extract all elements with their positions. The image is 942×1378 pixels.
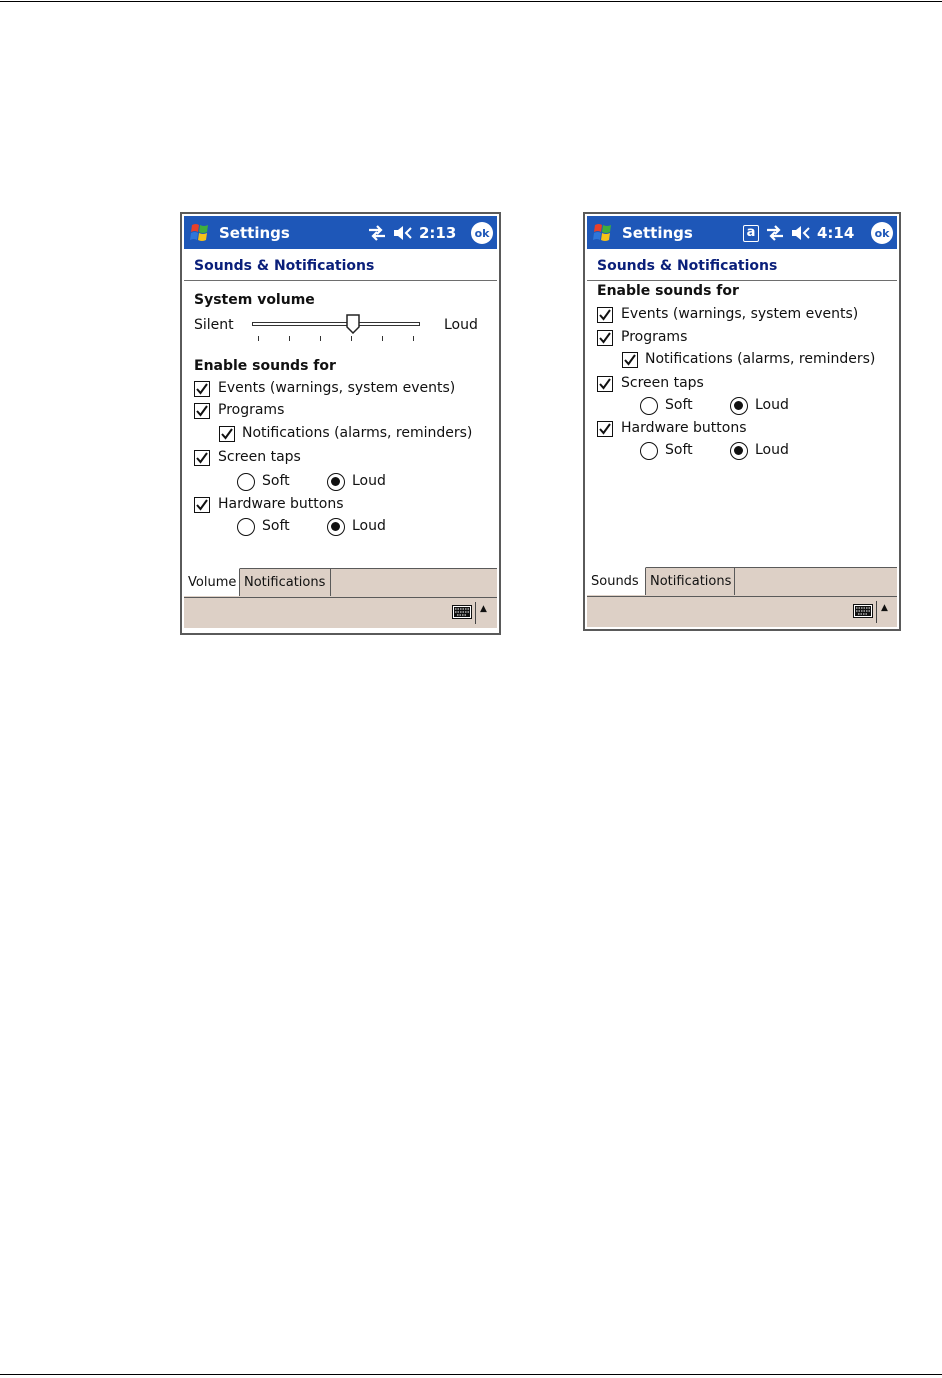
events-checkbox[interactable] bbox=[194, 381, 210, 397]
silent-label: Silent bbox=[194, 317, 234, 333]
events-checkbox[interactable] bbox=[597, 307, 613, 323]
screen-taps-loud-radio[interactable] bbox=[730, 397, 748, 415]
keyboard-icon[interactable] bbox=[452, 605, 472, 619]
hardware-soft-label: Soft bbox=[665, 442, 693, 458]
keyboard-separator bbox=[876, 601, 877, 623]
screen-taps-checkbox[interactable] bbox=[194, 450, 210, 466]
volume-tick bbox=[258, 336, 259, 341]
screen-taps-label: Screen taps bbox=[218, 449, 301, 465]
volume-tick bbox=[320, 336, 321, 341]
volume-tick bbox=[351, 336, 352, 341]
ok-icon[interactable] bbox=[871, 222, 893, 244]
system-volume-label: System volume bbox=[194, 292, 315, 308]
checkbox-checked-icon bbox=[599, 423, 611, 435]
notifications-label: Notifications (alarms, reminders) bbox=[645, 351, 876, 367]
hardware-loud-label: Loud bbox=[755, 442, 789, 458]
connectivity-icon[interactable] bbox=[367, 224, 387, 242]
connectivity-icon[interactable] bbox=[765, 224, 785, 242]
app-title: Settings bbox=[622, 224, 693, 242]
screen-taps-loud-label: Loud bbox=[755, 397, 789, 413]
input-arrow-icon[interactable]: ▲ bbox=[881, 603, 888, 613]
inbox-icon[interactable] bbox=[743, 225, 759, 242]
notifications-label: Notifications (alarms, reminders) bbox=[242, 425, 473, 441]
screen-taps-loud-radio[interactable] bbox=[327, 473, 345, 491]
checkbox-checked-icon bbox=[196, 499, 208, 511]
tab-volume[interactable] bbox=[184, 568, 240, 596]
screen-taps-label: Screen taps bbox=[621, 375, 704, 391]
screen-sounds-tab bbox=[583, 212, 901, 631]
checkbox-checked-icon bbox=[599, 309, 611, 321]
title-bar bbox=[184, 216, 497, 249]
checkbox-checked-icon bbox=[221, 428, 233, 440]
hardware-soft-label: Soft bbox=[262, 518, 290, 534]
programs-label: Programs bbox=[218, 402, 285, 418]
volume-track[interactable] bbox=[252, 322, 420, 326]
hardware-buttons-label: Hardware buttons bbox=[218, 496, 344, 512]
status-area bbox=[743, 222, 854, 244]
screen-taps-soft-label: Soft bbox=[665, 397, 693, 413]
ok-label: ok bbox=[874, 226, 890, 240]
hardware-buttons-label: Hardware buttons bbox=[621, 420, 747, 436]
tab-notifications-label: Notifications bbox=[244, 574, 326, 590]
hardware-loud-radio[interactable] bbox=[730, 442, 748, 460]
title-bar bbox=[587, 216, 897, 249]
tab-sounds[interactable] bbox=[587, 567, 646, 595]
screen-taps-loud-label: Loud bbox=[352, 473, 386, 489]
hardware-soft-radio[interactable] bbox=[237, 518, 255, 536]
tab-notifications[interactable] bbox=[646, 567, 735, 595]
inbox-glyph: a bbox=[746, 224, 756, 240]
hardware-buttons-checkbox[interactable] bbox=[597, 421, 613, 437]
tab-notifications[interactable] bbox=[240, 568, 331, 596]
clock[interactable]: 4:14 bbox=[817, 224, 855, 242]
tab-strip bbox=[587, 567, 897, 596]
programs-checkbox[interactable] bbox=[194, 403, 210, 419]
notifications-checkbox[interactable] bbox=[219, 426, 235, 442]
volume-tick bbox=[382, 336, 383, 341]
hardware-buttons-checkbox[interactable] bbox=[194, 497, 210, 513]
page-heading: Sounds & Notifications bbox=[194, 258, 375, 274]
speaker-muted-icon[interactable] bbox=[393, 224, 413, 242]
volume-thumb[interactable] bbox=[346, 314, 360, 334]
menu-bar bbox=[184, 597, 497, 628]
enable-sounds-label: Enable sounds for bbox=[597, 283, 739, 299]
notifications-checkbox[interactable] bbox=[622, 352, 638, 368]
tab-sounds-label: Sounds bbox=[591, 574, 639, 589]
screen-taps-soft-radio[interactable] bbox=[237, 473, 255, 491]
programs-label: Programs bbox=[621, 329, 688, 345]
tab-notifications-label: Notifications bbox=[650, 573, 732, 589]
hardware-soft-radio[interactable] bbox=[640, 442, 658, 460]
checkbox-checked-icon bbox=[624, 354, 636, 366]
events-label: Events (warnings, system events) bbox=[621, 306, 859, 322]
app-title: Settings bbox=[219, 224, 290, 242]
input-arrow-icon[interactable]: ▲ bbox=[480, 604, 487, 614]
checkbox-checked-icon bbox=[196, 405, 208, 417]
page-heading: Sounds & Notifications bbox=[597, 258, 778, 274]
speaker-muted-icon[interactable] bbox=[791, 224, 811, 242]
programs-checkbox[interactable] bbox=[597, 330, 613, 346]
volume-tick bbox=[413, 336, 414, 341]
windows-start-icon[interactable] bbox=[187, 220, 213, 246]
page-top-rule bbox=[0, 1, 942, 2]
ok-icon[interactable] bbox=[471, 222, 493, 244]
menu-bar bbox=[587, 596, 897, 627]
checkbox-checked-icon bbox=[599, 378, 611, 390]
hardware-loud-label: Loud bbox=[352, 518, 386, 534]
status-area bbox=[367, 222, 456, 244]
tab-volume-label: Volume bbox=[188, 575, 237, 590]
tab-strip bbox=[184, 568, 497, 597]
hardware-loud-radio[interactable] bbox=[327, 518, 345, 536]
page-bottom-rule bbox=[0, 1374, 942, 1375]
loud-label: Loud bbox=[444, 317, 478, 333]
screen-volume-tab bbox=[180, 212, 501, 635]
checkbox-checked-icon bbox=[599, 332, 611, 344]
checkbox-checked-icon bbox=[196, 383, 208, 395]
checkbox-checked-icon bbox=[196, 452, 208, 464]
keyboard-separator bbox=[475, 602, 476, 624]
events-label: Events (warnings, system events) bbox=[218, 380, 456, 396]
screen-taps-soft-label: Soft bbox=[262, 473, 290, 489]
screen-taps-soft-radio[interactable] bbox=[640, 397, 658, 415]
windows-start-icon[interactable] bbox=[590, 220, 616, 246]
keyboard-icon[interactable] bbox=[853, 604, 873, 618]
screen-taps-checkbox[interactable] bbox=[597, 376, 613, 392]
volume-tick bbox=[289, 336, 290, 341]
clock[interactable]: 2:13 bbox=[419, 224, 457, 242]
enable-sounds-label: Enable sounds for bbox=[194, 358, 336, 374]
ok-label: ok bbox=[474, 226, 490, 240]
